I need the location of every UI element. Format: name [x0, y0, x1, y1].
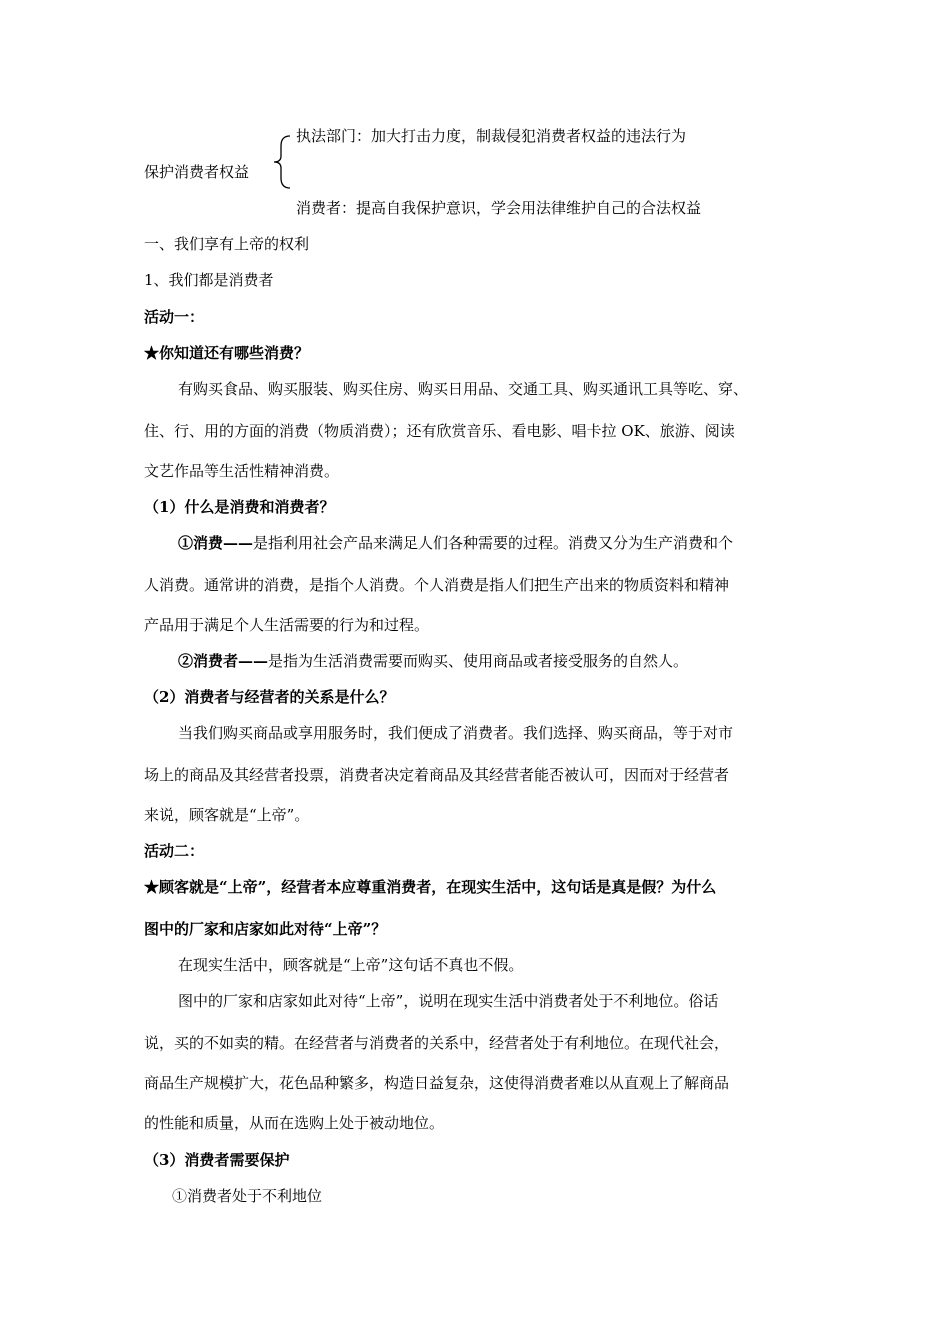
activity-1-answer-line: 有购买食品、购买服装、购买住房、购买日用品、交通工具、购买通讯工具等吃、穿、	[178, 380, 749, 398]
question-2-answer-line: 来说，顾客就是“上帝”。	[144, 806, 310, 824]
consumption-def-text: 是指利用社会产品来满足人们各种需要的过程。消费又分为生产消费和个	[253, 534, 734, 552]
question-3-title: （3）消费者需要保护	[144, 1151, 290, 1169]
activity-2-question-line: ★顾客就是“上帝”，经营者本应尊重消费者，在现实生活中，这句话是真是假？为什么	[144, 878, 717, 896]
consumer-definition-line	[178, 651, 688, 671]
activity-1-question: ★你知道还有哪些消费？	[144, 344, 310, 362]
consumer-def-text: 是指为生活消费需要而购买、使用商品或者接受服务的自然人。	[268, 652, 689, 670]
section-heading: 一、我们享有上帝的权利	[144, 235, 310, 253]
activity-2-answer-2-line: 图中的厂家和店家如此对待“上帝”，说明在现实生活中消费者处于不利地位。俗话	[178, 992, 719, 1010]
consumption-term: ①消费——	[178, 534, 254, 552]
question-2-answer-line: 场上的商品及其经营者投票，消费者决定着商品及其经营者能否被认可，因而对于经营者	[144, 766, 730, 784]
curly-brace-icon	[270, 134, 294, 190]
question-3-item: ①消费者处于不利地位	[172, 1187, 323, 1205]
activity-1-answer-line: 文艺作品等生活性精神消费。	[144, 462, 340, 480]
consumption-definition-line: 人消费。通常讲的消费，是指个人消费。个人消费是指人们把生产出来的物质资料和精神	[144, 576, 730, 594]
consumer-item: 消费者：提高自我保护意识，学会用法律维护自己的合法权益	[296, 199, 702, 217]
brace-label: 保护消费者权益	[144, 163, 250, 181]
activity-2-question-line: 图中的厂家和店家如此对待“上帝”？	[144, 920, 387, 938]
question-2-answer-line: 当我们购买商品或享用服务时，我们便成了消费者。我们选择、购买商品，等于对市	[178, 724, 734, 742]
activity-2-answer-1: 在现实生活中，顾客就是“上帝”这句话不真也不假。	[178, 956, 524, 974]
activity-2-answer-2-line: 的性能和质量，从而在选购上处于被动地位。	[144, 1114, 445, 1132]
consumption-definition-line: 产品用于满足个人生活需要的行为和过程。	[144, 616, 430, 634]
question-2-title: （2）消费者与经营者的关系是什么？	[144, 688, 395, 706]
subsection-heading: 1、我们都是消费者	[144, 271, 274, 289]
activity-2-title: 活动二：	[144, 842, 205, 860]
activity-2-answer-2-line: 说，买的不如卖的精。在经营者与消费者的关系中，经营者处于有利地位。在现代社会，	[144, 1034, 730, 1052]
enforcement-item: 执法部门：加大打击力度，制裁侵犯消费者权益的违法行为	[296, 127, 687, 145]
question-1-title: （1）什么是消费和消费者？	[144, 498, 335, 516]
consumption-definition-line	[178, 533, 733, 553]
activity-2-answer-2-line: 商品生产规模扩大，花色品种繁多，构造日益复杂，这使得消费者难以从直观上了解商品	[144, 1074, 730, 1092]
activity-1-title: 活动一：	[144, 308, 205, 326]
consumer-term: ②消费者——	[178, 652, 269, 670]
activity-1-answer-line: 住、行、用的方面的消费（物质消费）；还有欣赏音乐、看电影、唱卡拉 OK、旅游、阅读	[144, 422, 735, 440]
